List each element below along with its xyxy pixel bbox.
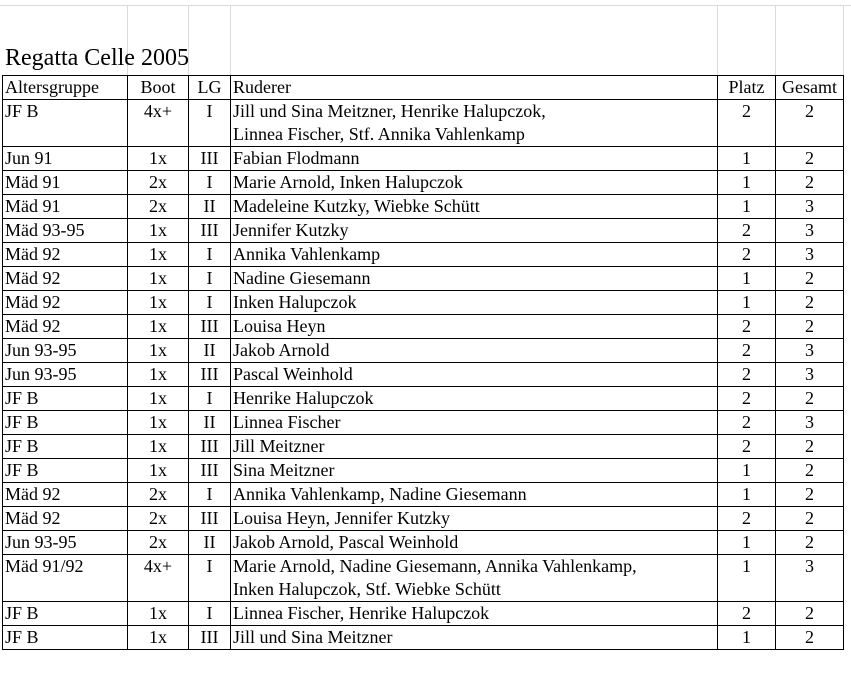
cell-altersgruppe: JF B bbox=[3, 459, 128, 483]
cell-ruderer: Louisa Heyn, Jennifer Kutzky bbox=[231, 507, 718, 531]
cell-altersgruppe: Mäd 92 bbox=[3, 291, 128, 315]
header-platz: Platz bbox=[718, 76, 776, 100]
cell-gesamt: 2 bbox=[776, 483, 844, 507]
cell-gesamt: 3 bbox=[776, 339, 844, 363]
table-row bbox=[3, 171, 844, 195]
cell-ruderer: Jakob Arnold, Pascal Weinhold bbox=[231, 531, 718, 555]
table-row bbox=[3, 195, 844, 219]
cell-boot: 1x bbox=[128, 267, 189, 291]
table-row bbox=[3, 387, 844, 411]
cell-gesamt: 2 bbox=[776, 171, 844, 195]
cell-gesamt: 2 bbox=[776, 315, 844, 339]
cell-lg: III bbox=[189, 435, 231, 459]
cell-ruderer: Annika Vahlenkamp, Nadine Giesemann bbox=[231, 483, 718, 507]
cell-platz: 2 bbox=[718, 339, 776, 363]
cell-boot: 1x bbox=[128, 459, 189, 483]
header-row bbox=[3, 76, 844, 100]
cell-boot: 1x bbox=[128, 435, 189, 459]
cell-gesamt: 3 bbox=[776, 555, 844, 579]
cell-boot: 1x bbox=[128, 219, 189, 243]
cell-altersgruppe: Jun 91 bbox=[3, 147, 128, 171]
cell-lg: III bbox=[189, 459, 231, 483]
cell-ruderer: Jill und Sina Meitzner bbox=[231, 626, 718, 650]
results-table bbox=[2, 75, 844, 650]
cell-lg: II bbox=[189, 411, 231, 435]
cell-lg: I bbox=[189, 171, 231, 195]
cell-gesamt: 2 bbox=[776, 531, 844, 555]
cell-gesamt: 2 bbox=[776, 507, 844, 531]
cell-platz: 1 bbox=[718, 147, 776, 171]
cell-empty bbox=[128, 123, 189, 147]
cell-boot: 2x bbox=[128, 483, 189, 507]
cell-gesamt: 2 bbox=[776, 291, 844, 315]
cell-ruderer: Marie Arnold, Inken Halupczok bbox=[231, 171, 718, 195]
cell-empty bbox=[3, 578, 128, 602]
cell-empty bbox=[718, 123, 776, 147]
cell-ruderer: Jennifer Kutzky bbox=[231, 219, 718, 243]
cell-empty bbox=[189, 123, 231, 147]
cell-gesamt: 2 bbox=[776, 387, 844, 411]
cell-lg: I bbox=[189, 243, 231, 267]
header-boot: Boot bbox=[128, 76, 189, 100]
cell-lg: II bbox=[189, 339, 231, 363]
cell-platz: 1 bbox=[718, 555, 776, 579]
table-row bbox=[3, 267, 844, 291]
cell-platz: 1 bbox=[718, 459, 776, 483]
table-row bbox=[3, 459, 844, 483]
cell-ruderer: Henrike Halupczok bbox=[231, 387, 718, 411]
cell-lg: I bbox=[189, 387, 231, 411]
cell-boot: 1x bbox=[128, 626, 189, 650]
cell-platz: 1 bbox=[718, 626, 776, 650]
cell-empty bbox=[718, 578, 776, 602]
cell-ruderer: Fabian Flodmann bbox=[231, 147, 718, 171]
cell-altersgruppe: Mäd 92 bbox=[3, 483, 128, 507]
cell-boot: 2x bbox=[128, 507, 189, 531]
cell-gesamt: 2 bbox=[776, 626, 844, 650]
cell-empty bbox=[3, 123, 128, 147]
cell-lg: I bbox=[189, 100, 231, 124]
grid-line bbox=[230, 5, 231, 75]
cell-platz: 2 bbox=[718, 243, 776, 267]
header-altersgruppe: Altersgruppe bbox=[3, 76, 128, 100]
cell-ruderer: Louisa Heyn bbox=[231, 315, 718, 339]
table-row bbox=[3, 219, 844, 243]
cell-lg: I bbox=[189, 267, 231, 291]
cell-altersgruppe: Mäd 91 bbox=[3, 195, 128, 219]
cell-altersgruppe: Mäd 92 bbox=[3, 315, 128, 339]
cell-altersgruppe: JF B bbox=[3, 100, 128, 124]
grid-line bbox=[843, 5, 844, 75]
cell-lg: II bbox=[189, 195, 231, 219]
cell-empty bbox=[128, 578, 189, 602]
cell-ruderer: Jill und Sina Meitzner, Henrike Halupczok, bbox=[231, 100, 718, 124]
cell-lg: I bbox=[189, 483, 231, 507]
cell-lg: III bbox=[189, 147, 231, 171]
cell-boot: 2x bbox=[128, 171, 189, 195]
cell-platz: 1 bbox=[718, 531, 776, 555]
cell-altersgruppe: Mäd 91/92 bbox=[3, 555, 128, 579]
table-row bbox=[3, 243, 844, 267]
cell-platz: 2 bbox=[718, 387, 776, 411]
cell-lg: III bbox=[189, 219, 231, 243]
cell-boot: 1x bbox=[128, 387, 189, 411]
cell-ruderer: Inken Halupczok bbox=[231, 291, 718, 315]
cell-platz: 1 bbox=[718, 267, 776, 291]
cell-ruderer: Pascal Weinhold bbox=[231, 363, 718, 387]
table-row bbox=[3, 626, 844, 650]
cell-boot: 1x bbox=[128, 411, 189, 435]
cell-platz: 1 bbox=[718, 483, 776, 507]
cell-ruderer: Jakob Arnold bbox=[231, 339, 718, 363]
cell-gesamt: 3 bbox=[776, 363, 844, 387]
cell-platz: 2 bbox=[718, 100, 776, 124]
table-row bbox=[3, 555, 844, 579]
cell-altersgruppe: JF B bbox=[3, 626, 128, 650]
cell-ruderer: Linnea Fischer bbox=[231, 411, 718, 435]
cell-altersgruppe: Mäd 91 bbox=[3, 171, 128, 195]
cell-altersgruppe: Mäd 93-95 bbox=[3, 219, 128, 243]
cell-boot: 4x+ bbox=[128, 100, 189, 124]
cell-ruderer: Sina Meitzner bbox=[231, 459, 718, 483]
cell-boot: 2x bbox=[128, 531, 189, 555]
cell-lg: III bbox=[189, 507, 231, 531]
table-row-continuation bbox=[3, 123, 844, 147]
table-row bbox=[3, 435, 844, 459]
cell-altersgruppe: Mäd 92 bbox=[3, 507, 128, 531]
cell-ruderer: Nadine Giesemann bbox=[231, 267, 718, 291]
cell-ruderer-continued: Linnea Fischer, Stf. Annika Vahlenkamp bbox=[231, 123, 718, 147]
table-row bbox=[3, 602, 844, 626]
cell-gesamt: 2 bbox=[776, 267, 844, 291]
cell-platz: 1 bbox=[718, 171, 776, 195]
cell-platz: 2 bbox=[718, 507, 776, 531]
header-ruderer: Ruderer bbox=[231, 76, 718, 100]
table-row bbox=[3, 291, 844, 315]
table-row bbox=[3, 411, 844, 435]
cell-boot: 1x bbox=[128, 339, 189, 363]
table-row bbox=[3, 531, 844, 555]
cell-empty bbox=[776, 578, 844, 602]
cell-gesamt: 2 bbox=[776, 602, 844, 626]
cell-ruderer: Madeleine Kutzky, Wiebke Schütt bbox=[231, 195, 718, 219]
cell-gesamt: 2 bbox=[776, 435, 844, 459]
cell-platz: 2 bbox=[718, 411, 776, 435]
cell-platz: 1 bbox=[718, 195, 776, 219]
cell-platz: 2 bbox=[718, 315, 776, 339]
cell-altersgruppe: Jun 93-95 bbox=[3, 339, 128, 363]
cell-lg: III bbox=[189, 315, 231, 339]
cell-empty bbox=[189, 578, 231, 602]
cell-boot: 1x bbox=[128, 602, 189, 626]
cell-gesamt: 2 bbox=[776, 100, 844, 124]
table-row-continuation bbox=[3, 578, 844, 602]
cell-ruderer: Annika Vahlenkamp bbox=[231, 243, 718, 267]
grid-line bbox=[717, 5, 718, 75]
cell-ruderer: Jill Meitzner bbox=[231, 435, 718, 459]
cell-boot: 4x+ bbox=[128, 555, 189, 579]
cell-altersgruppe: Mäd 92 bbox=[3, 243, 128, 267]
cell-gesamt: 3 bbox=[776, 411, 844, 435]
cell-boot: 2x bbox=[128, 195, 189, 219]
cell-lg: I bbox=[189, 602, 231, 626]
cell-boot: 1x bbox=[128, 363, 189, 387]
cell-platz: 2 bbox=[718, 219, 776, 243]
cell-altersgruppe: JF B bbox=[3, 602, 128, 626]
cell-altersgruppe: JF B bbox=[3, 435, 128, 459]
cell-boot: 1x bbox=[128, 147, 189, 171]
cell-lg: I bbox=[189, 291, 231, 315]
cell-gesamt: 2 bbox=[776, 459, 844, 483]
cell-empty bbox=[776, 123, 844, 147]
cell-altersgruppe: JF B bbox=[3, 411, 128, 435]
grid-line bbox=[775, 5, 776, 75]
cell-altersgruppe: Mäd 92 bbox=[3, 267, 128, 291]
cell-ruderer: Linnea Fischer, Henrike Halupczok bbox=[231, 602, 718, 626]
cell-boot: 1x bbox=[128, 243, 189, 267]
cell-ruderer-continued: Inken Halupczok, Stf. Wiebke Schütt bbox=[231, 578, 718, 602]
cell-gesamt: 3 bbox=[776, 195, 844, 219]
cell-lg: III bbox=[189, 626, 231, 650]
cell-altersgruppe: Jun 93-95 bbox=[3, 531, 128, 555]
cell-lg: III bbox=[189, 363, 231, 387]
results-body bbox=[3, 100, 844, 650]
cell-boot: 1x bbox=[128, 291, 189, 315]
cell-platz: 2 bbox=[718, 602, 776, 626]
cell-platz: 2 bbox=[718, 435, 776, 459]
table-row bbox=[3, 147, 844, 171]
table-row bbox=[3, 100, 844, 124]
cell-lg: I bbox=[189, 555, 231, 579]
cell-altersgruppe: Jun 93-95 bbox=[3, 363, 128, 387]
table-row bbox=[3, 483, 844, 507]
table-row bbox=[3, 507, 844, 531]
cell-ruderer: Marie Arnold, Nadine Giesemann, Annika Vahlenkamp, bbox=[231, 555, 718, 579]
table-row bbox=[3, 315, 844, 339]
page-title: Regatta Celle 2005 bbox=[5, 45, 189, 71]
table-row bbox=[3, 339, 844, 363]
cell-lg: II bbox=[189, 531, 231, 555]
cell-platz: 2 bbox=[718, 363, 776, 387]
cell-altersgruppe: JF B bbox=[3, 387, 128, 411]
cell-platz: 1 bbox=[718, 291, 776, 315]
header-gesamt: Gesamt bbox=[776, 76, 844, 100]
table-row bbox=[3, 363, 844, 387]
cell-gesamt: 2 bbox=[776, 147, 844, 171]
cell-gesamt: 3 bbox=[776, 243, 844, 267]
cell-boot: 1x bbox=[128, 315, 189, 339]
header-lg: LG bbox=[189, 76, 231, 100]
cell-gesamt: 3 bbox=[776, 219, 844, 243]
